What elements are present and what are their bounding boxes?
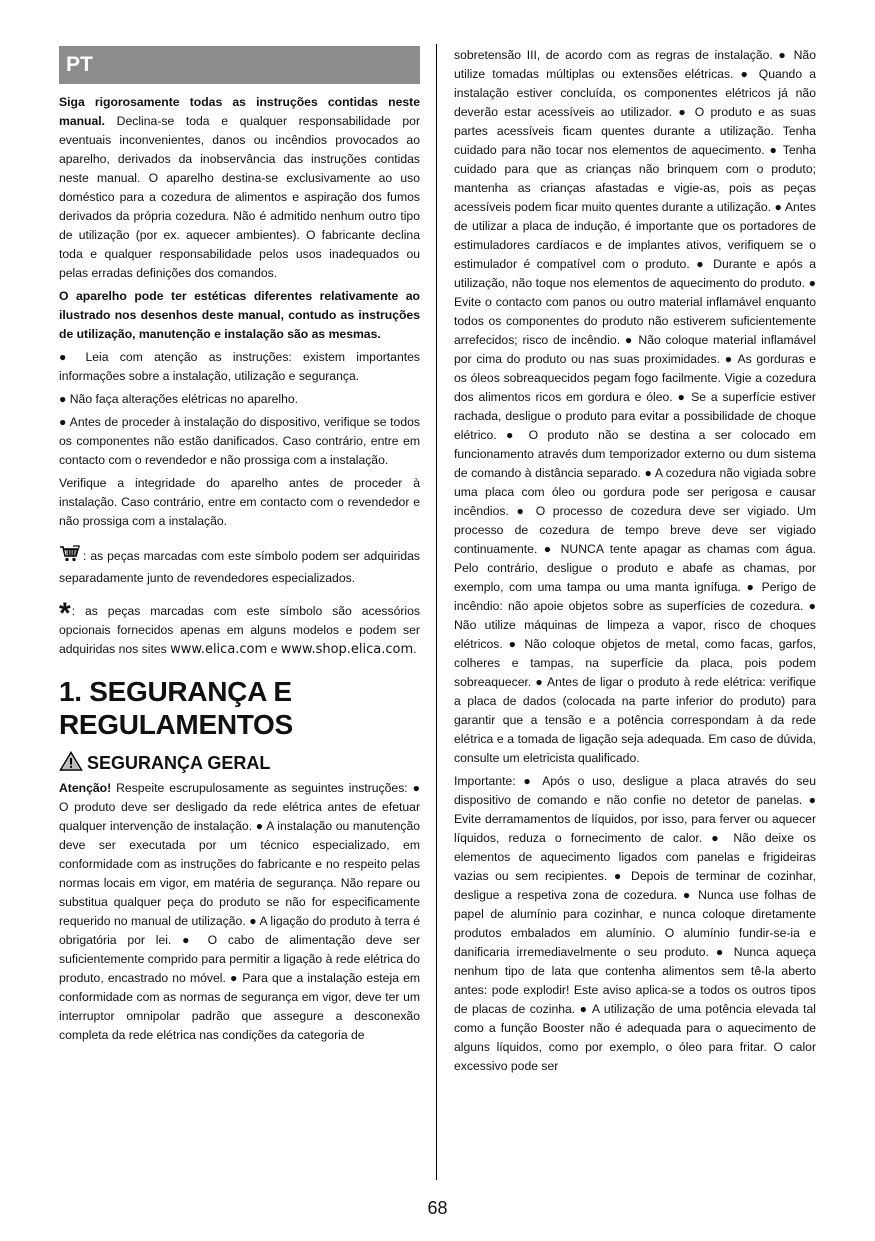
subsection-title-text: SEGURANÇA GERAL [87,753,271,773]
important-paragraph: Importante: ● Após o uso, desligue a placa através do seu dispositivo de comando e não confie no detetor de panelas. ● Evite derramamentos de líquidos, por isso, para ferver ou aquecer líquidos, reduza o fornecimento de calor. ● Não deixe os elementos de aquecimento ligados com panelas e frigideiras vazias ou sem recipientes. ● Depois de terminar de cozinhar, desligue a respetiva zona de cozedura. ● Nunca use folhas de papel de alumínio para cozinhar, e nunca coloque diretamente produtos embalados em alumínio. O alumínio fundir-se-ia e danificaria irremediavelmente o seu produto. ● Nunca aqueça nenhum tipo de lata que contenha alimentos sem tê-la aberto antes: pode explodir! Este aviso aplica-se a todos os outros tipos de placas de cozinha. ● A utilização de uma potência elevada tal como a função Booster não é adequada para o aquecimento de alguns líquidos, como por exemplo, o óleo para fritar. O calor excessivo pode ser [454,774,816,1073]
cart-symbol-paragraph [59,545,420,588]
bullet-no-electric-changes: ● Não faça alterações elétricas no aparelho. [59,392,299,406]
bullet-check-components: ● Antes de proceder à instalação do dispositivo, verifique se todos os componentes não estão danificados. Caso contrário, entre em contacto com o revendedor e não prossiga com a instalação. [59,415,420,467]
section-title-line2: REGULAMENTOS [59,709,293,740]
section-title [59,675,420,741]
page-number: 68 [427,1198,448,1218]
shopping-cart-icon [59,545,81,569]
intro-bold: Siga rigorosamente todas as instruções contidas neste manual. [59,95,420,128]
intro-paragraph [59,93,420,283]
asterisk-symbol-text: : as peças marcadas com este símbolo são acessórios opcionais fornecidos apenas em alguns modelos e podem ser adquiridas nos sites [59,604,420,656]
section-title-line1: 1. SEGURANÇA E [59,676,292,707]
asterisk-icon: * [59,597,71,630]
safety-continued-paragraph: sobretensão III, de acordo com as regras de instalação. ● Não utilize tomadas múltiplas ou extensões elétricas. ● Quando a instalação estiver concluída, os componentes elétricos já não deverão estar acessíveis ao utilizador. ● O produto e as suas partes acessíveis ficam quentes durante a utilização. Tenha cuidado para não tocar nos elementos de aquecimento. ● Tenha cuidado para que as crianças não brinquem com o produto; mantenha as crianças afastadas e vigie-as, pois as peças acessíveis podem ficar muito quentes durante a utilização. ● Antes de utilizar a placa de indução, é importante que os portadores de estimuladores cardíacos e de implantes ativos, verifiquem se o estimulador é compatível com o produto. ● Durante e após a utilização, não toque nos elementos de aquecimento do produto. ● Evite o contacto com panos ou outro material inflamável enquanto todos os componentes do produto não estiverem suficientemente arrefecidos; risco de incêndio. ● Não coloque material inflamável por cima do produto ou nas suas proximidades. ● As gorduras e os óleos sobreaquecidos pegam fogo facilmente. Vigie a cozedura dos alimentos ricos em gordura e óleo. ● Se a superfície estiver rachada, desligue o produto para evitar a possibilidade de choque elétrico. ● O produto não se destina a ser colocado em funcionamento através dum temporizador externo ou dum sistema de comando à distância separado. ● A cozedura não vigiada sobre uma placa com óleo ou gordura pode ser perigosa e causar incêndios. ● O processo de cozedura deve ser vigiado. Um processo de cozedura de tempo breve deve ser vigiado continuamente. ● NUNCA tente apagar as chamas com água. Pelo contrário, desligue o produto e abafe as chamas, por exemplo, com uma tampa ou uma manta ignífuga. ● Perigo de incêndio: não apoie objetos sobre as superfícies de cozedura. ● Não utilize máquinas de limpeza a vapor, risco de choques elétricos. ● Não coloque objetos de metal, como facas, garfos, colheres e tampas, na superfície da placa, pois podem sobreaquecer. ● Antes de ligar o produto à rede elétrica: verifique a placa de dados (colocada na parte inferior do produto) para garantir que a tensão e a potência correspondam à da rede elétrica e a tomada de ligação seja adequada. Em caso de dúvida, consulte um eletricista qualificado. [454,48,816,765]
connector-word: e [267,642,281,656]
language-header: PT [59,46,420,84]
shop-elica-link[interactable]: www.shop.elica.com [280,642,414,657]
sentence-end: . [413,642,417,656]
subsection-title [59,751,420,777]
left-column [59,46,420,1049]
column-divider [436,44,437,1180]
elica-link[interactable]: www.elica.com [170,642,268,657]
attention-paragraph [59,779,420,1045]
attention-text: Respeite escrupulosamente as seguintes instruções: ● O produto deve ser desligado da rede elétrica antes de efetuar qualquer intervenção de instalação. ● A instalação ou manutenção deve ser executada por um técnico especializado, em conformidade com as instruções do fabricante e no respeito pelas normas locais em vigor, em matéria de segurança. Não repare ou substitua qualquer peça do produto se não for especificamente requerido no manual de utilização. ● A ligação do produto à terra é obrigatória por lei. ● O cabo de alimentação deve ser suficientemente comprido para permitir a ligação à rede elétrica do produto, encastrado no móvel. ● Para que a instalação esteja em conformidade com as normas de segurança em vigor, deve ter um interruptor omnipolar padrão que assegure a desconexão completa da rede elétrica nas condições da categoria de [59,781,420,1042]
warning-triangle-icon [59,751,83,777]
aesthetics-note [59,287,420,344]
aesthetics-note-text: O aparelho pode ter estéticas diferentes relativamente ao ilustrado nos desenhos deste manual, contudo as instruções de utilização, manutenção e instalação são as mesmas. [59,289,420,341]
intro-text: Declina-se toda e qualquer responsabilidade por eventuais inconvenientes, danos ou incêndios provocados ao aparelho, derivados da inobservância das instruções contidas neste manual. O aparelho destina-se exclusivamente ao uso doméstico para a cozedura de alimentos e aspiração dos fumos derivados da própria cozedura. Não é admitido nenhum outro tipo de utilização (por ex. aquecer ambientes). O fabricante declina toda e qualquer responsabilidade pelos usos inadequados ou pelas erradas definições dos comandos. [59,114,420,280]
verify-paragraph: Verifique a integridade do aparelho antes de proceder à instalação. Caso contrário, entre em contacto com o revendedor e não prossiga com a instalação. [59,476,420,528]
asterisk-symbol-paragraph [59,597,420,659]
cart-symbol-text: : as peças marcadas com este símbolo podem ser adquiridas separadamente junto de revendedores especializados. [59,549,420,585]
right-column [454,46,816,1080]
attention-label: Atenção! [59,781,112,795]
bullet-read-instructions: ● Leia com atenção as instruções: existem importantes informações sobre a instalação, utilização e segurança. [59,350,420,383]
